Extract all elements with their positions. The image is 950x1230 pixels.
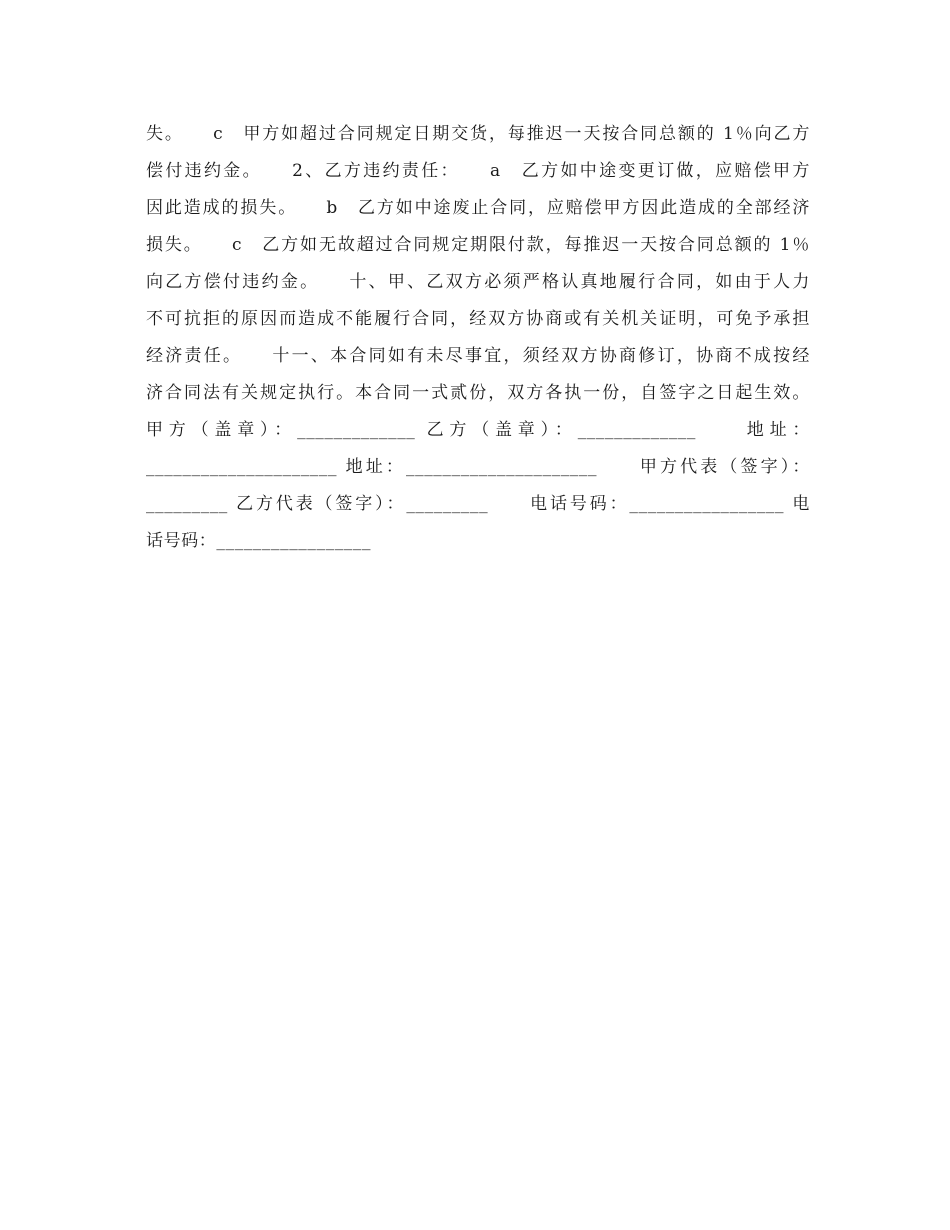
- contract-text: [146, 116, 810, 560]
- signature-line-phone: 话号码：_________________: [146, 531, 372, 551]
- text-line: 因此造成的损失。 b 乙方如中途废止合同，应赔偿甲方因此造成的全部经济: [146, 198, 810, 218]
- text-line: 向乙方偿付违约金。 十、甲、乙双方必须严格认真地履行合同，如由于人力: [146, 272, 810, 292]
- text-line: 经济责任。 十一、本合同如有未尽事宜，须经双方协商修订，协商不成按经: [146, 346, 810, 366]
- text-line: 偿付违约金。 2、乙方违约责任： a 乙方如中途变更订做，应赔偿甲方: [146, 161, 810, 181]
- text-line: 损失。 c 乙方如无故超过合同规定期限付款，每推迟一天按合同总额的 1％: [146, 235, 810, 255]
- signature-line-party-a: 甲方（盖章）：_____________ 乙方（盖章）：_____________ 地址：: [146, 420, 810, 440]
- text-line: 失。 c 甲方如超过合同规定日期交货，每推迟一天按合同总额的 1％向乙方: [146, 124, 810, 144]
- text-line: 不可抗拒的原因而造成不能履行合同，经双方协商或有关机关证明，可免予承担: [146, 309, 810, 329]
- signature-line-representative: _________ 乙方代表（签字）：_________ 电话号码：_________________ 电: [146, 494, 810, 514]
- signature-line-address: _____________________ 地址：_____________________ 甲方代表（签字）：: [146, 457, 810, 477]
- text-line: 济合同法有关规定执行。本合同一式贰份，双方各执一份，自签字之日起生效。: [146, 383, 810, 403]
